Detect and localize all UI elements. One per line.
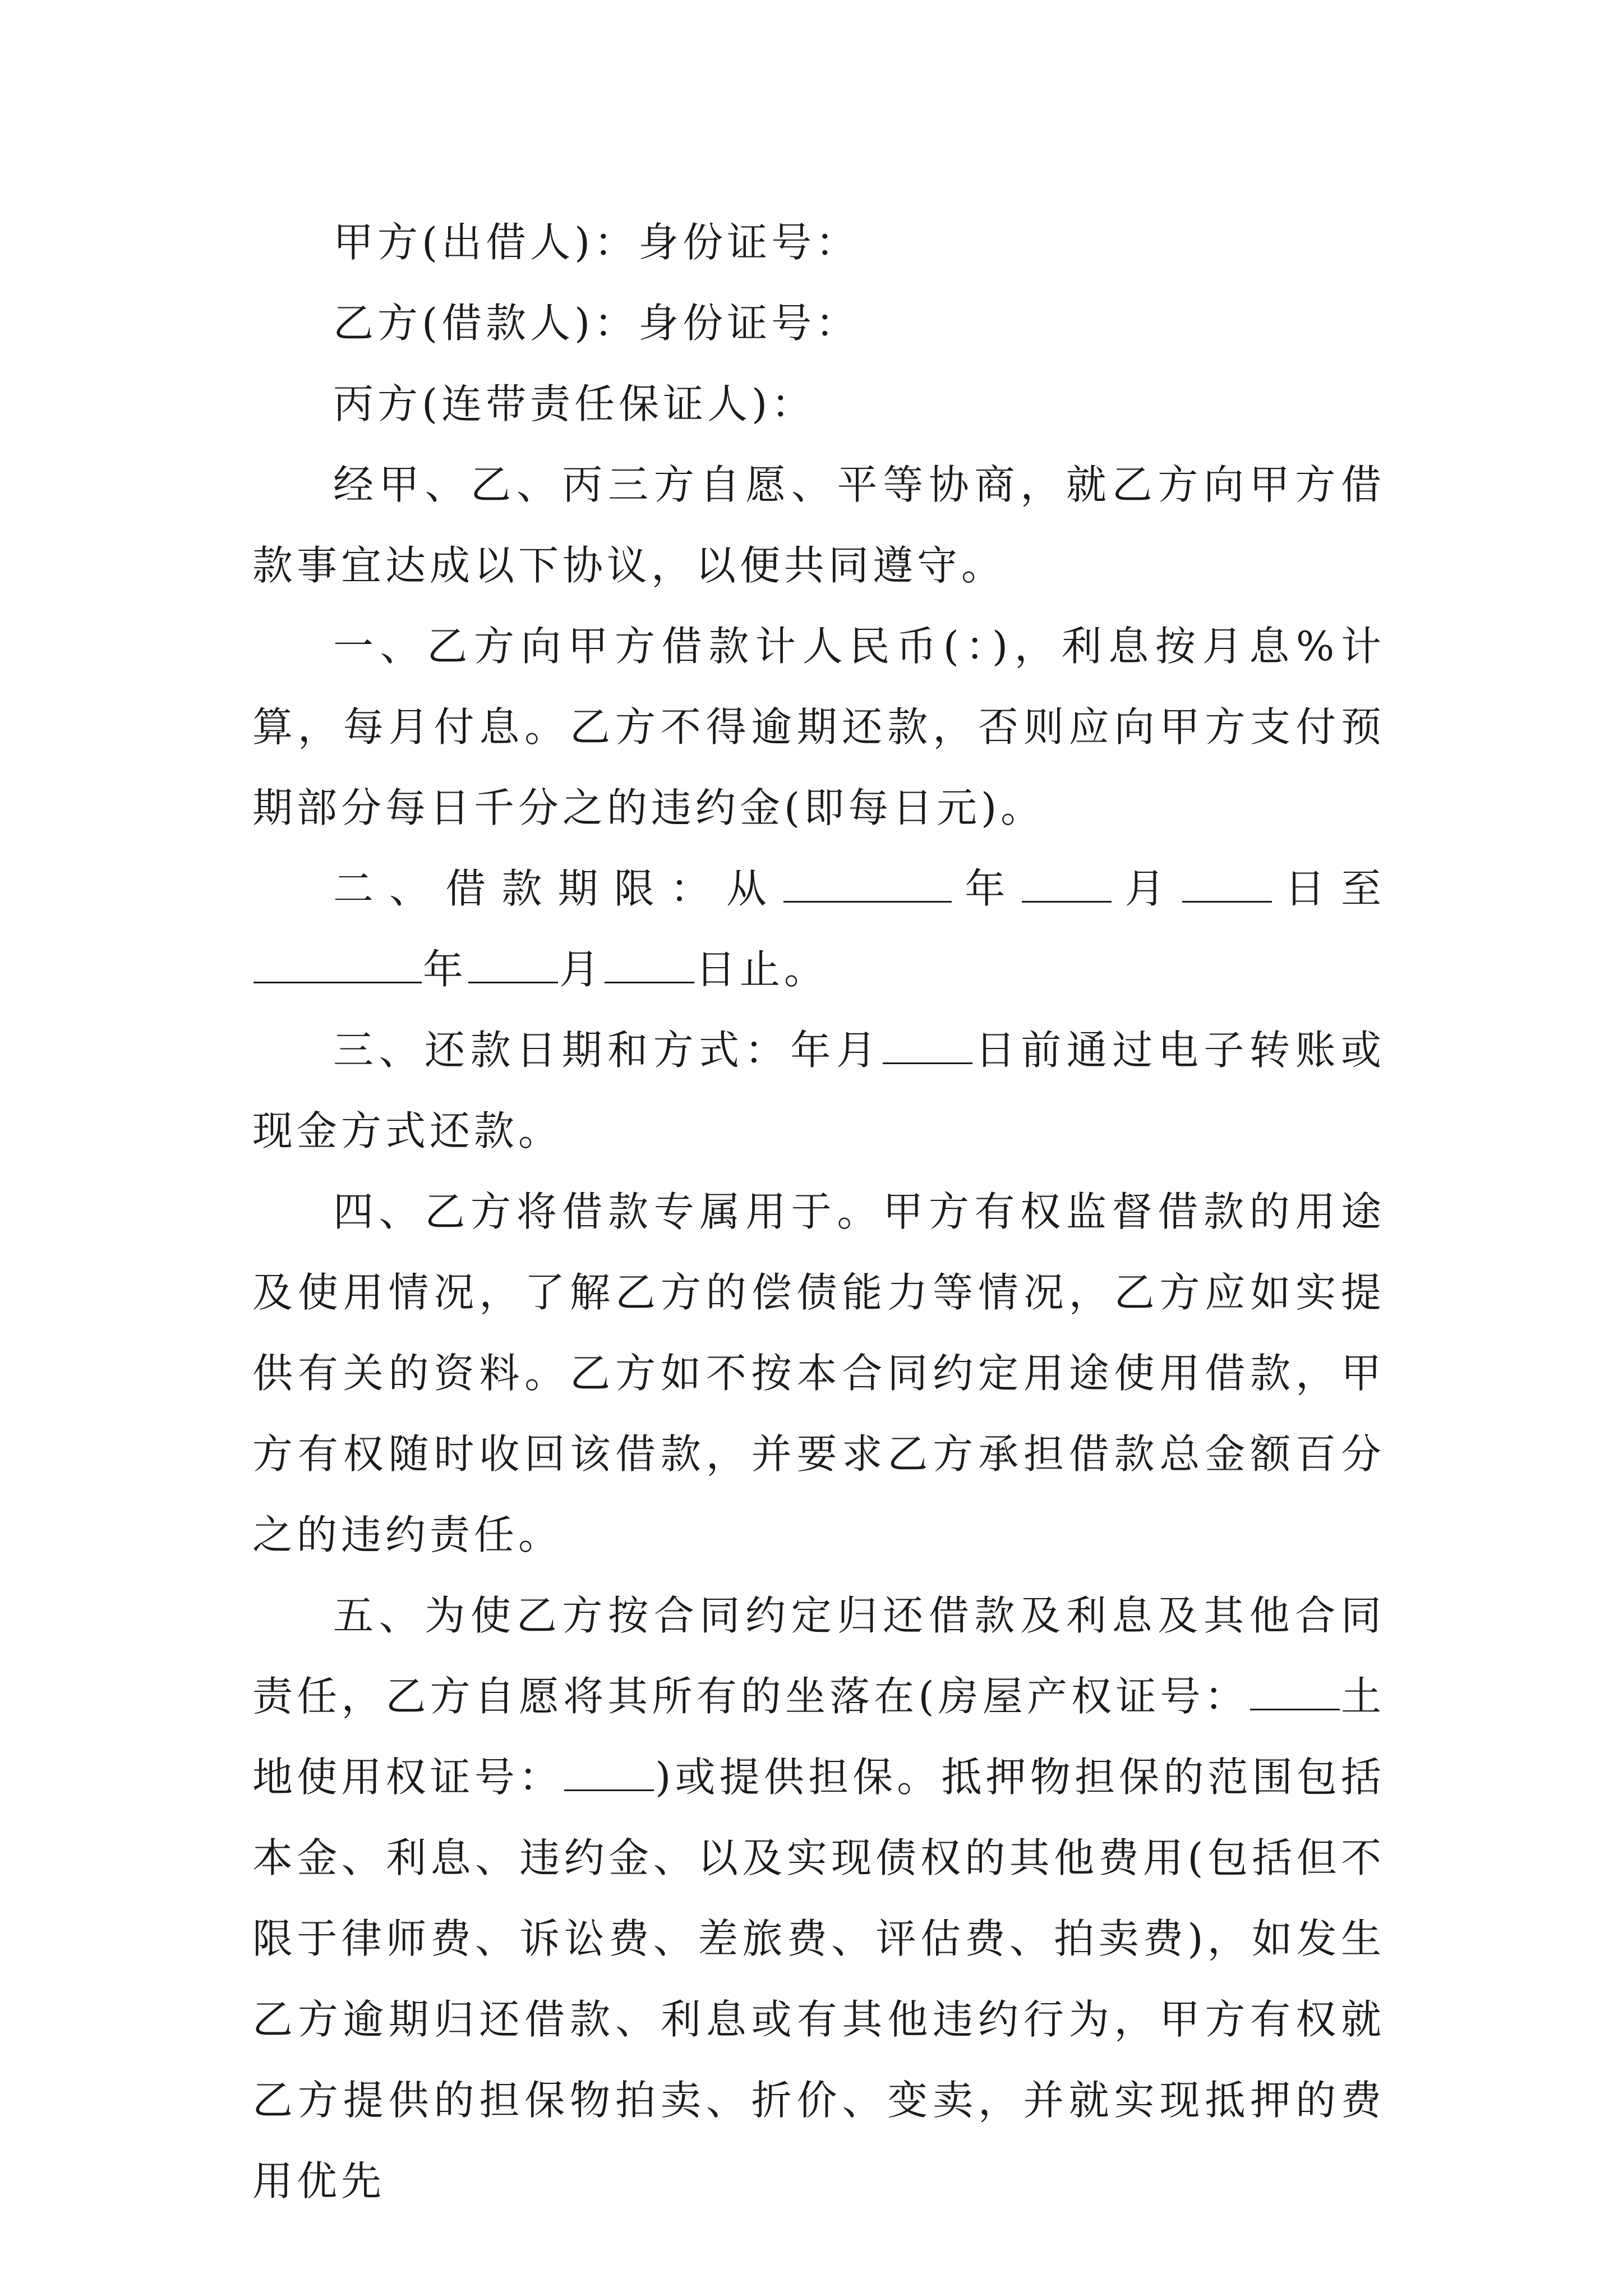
clause-2-year-label: 年 bbox=[953, 865, 1021, 912]
clause-5-text-end: )或提供担保。抵押物担保的范围包括本金、利息、违约金、以及实现债权的其他费用(包括但不限于律师费、诉讼费、差旅费、评估费、拍卖费)，如发生乙方逾期归还借款、利息或有其他违约行为，甲方有权就乙方提供的担保物拍卖、折价、变卖，并就实现抵押的费用优先 bbox=[252, 1754, 1385, 2205]
blank-end-month bbox=[468, 948, 558, 983]
clause-5-paragraph bbox=[252, 1575, 1385, 2221]
party-c-line: 丙方(连带责任保证人)： bbox=[333, 380, 816, 427]
clause-2-day-to-label: 日至 bbox=[1272, 865, 1385, 912]
clause-5-text-start: 五、为使乙方按合同约定归还借款及利息及其他合同责任，乙方自愿将其所有的坐落在(房屋产权证号： bbox=[252, 1592, 1385, 1720]
party-a-line: 甲方(出借人)：身份证号： bbox=[333, 219, 860, 266]
blank-start-month bbox=[1022, 867, 1112, 903]
clause-1-paragraph: 一、乙方向甲方借款计人民币(：)，利息按月息%计算，每月付息。乙方不得逾期还款，否则应向甲方支付预期部分每日千分之的违约金(即每日元)。 bbox=[252, 623, 1385, 831]
clause-3-paragraph bbox=[252, 1010, 1385, 1171]
blank-end-day bbox=[605, 948, 694, 983]
blank-repay-day bbox=[883, 1029, 972, 1064]
document-body bbox=[252, 202, 1385, 2221]
clause-2-paragraph bbox=[252, 848, 1385, 1010]
blank-start-day bbox=[1182, 867, 1272, 903]
clause-2-month-label: 月 bbox=[1113, 865, 1181, 912]
clause-5-land-cert-label: 土地使用权证号： bbox=[252, 1673, 1385, 1801]
blank-property-cert-no bbox=[1250, 1675, 1340, 1710]
clause-3-text-start: 三、还款日期和方式：年月 bbox=[333, 1027, 882, 1074]
clause-2-end-year-label: 年 bbox=[423, 946, 468, 993]
blank-land-cert-no bbox=[564, 1756, 654, 1791]
clause-3-text-end: 日前通过电子转账或现金方式还款。 bbox=[252, 1027, 1385, 1154]
clause-2-text-start: 二、借款期限：从 bbox=[333, 865, 783, 912]
party-b-line: 乙方(借款人)：身份证号： bbox=[333, 300, 860, 347]
blank-end-year bbox=[253, 948, 422, 983]
clause-2-end-month-label: 月 bbox=[559, 946, 604, 993]
blank-start-year bbox=[783, 867, 952, 903]
clause-4-paragraph: 四、乙方将借款专属用于。甲方有权监督借款的用途及使用情况，了解乙方的偿债能力等情况，乙方应如实提供有关的资料。乙方如不按本合同约定用途使用借款，甲方有权随时收回该借款，并要求乙方承担借款总金额百分之的违约责任。 bbox=[252, 1188, 1385, 1558]
clause-2-end-day-label: 日止。 bbox=[695, 946, 829, 993]
preamble-paragraph: 经甲、乙、丙三方自愿、平等协商，就乙方向甲方借款事宜达成以下协议，以便共同遵守。 bbox=[252, 461, 1385, 589]
